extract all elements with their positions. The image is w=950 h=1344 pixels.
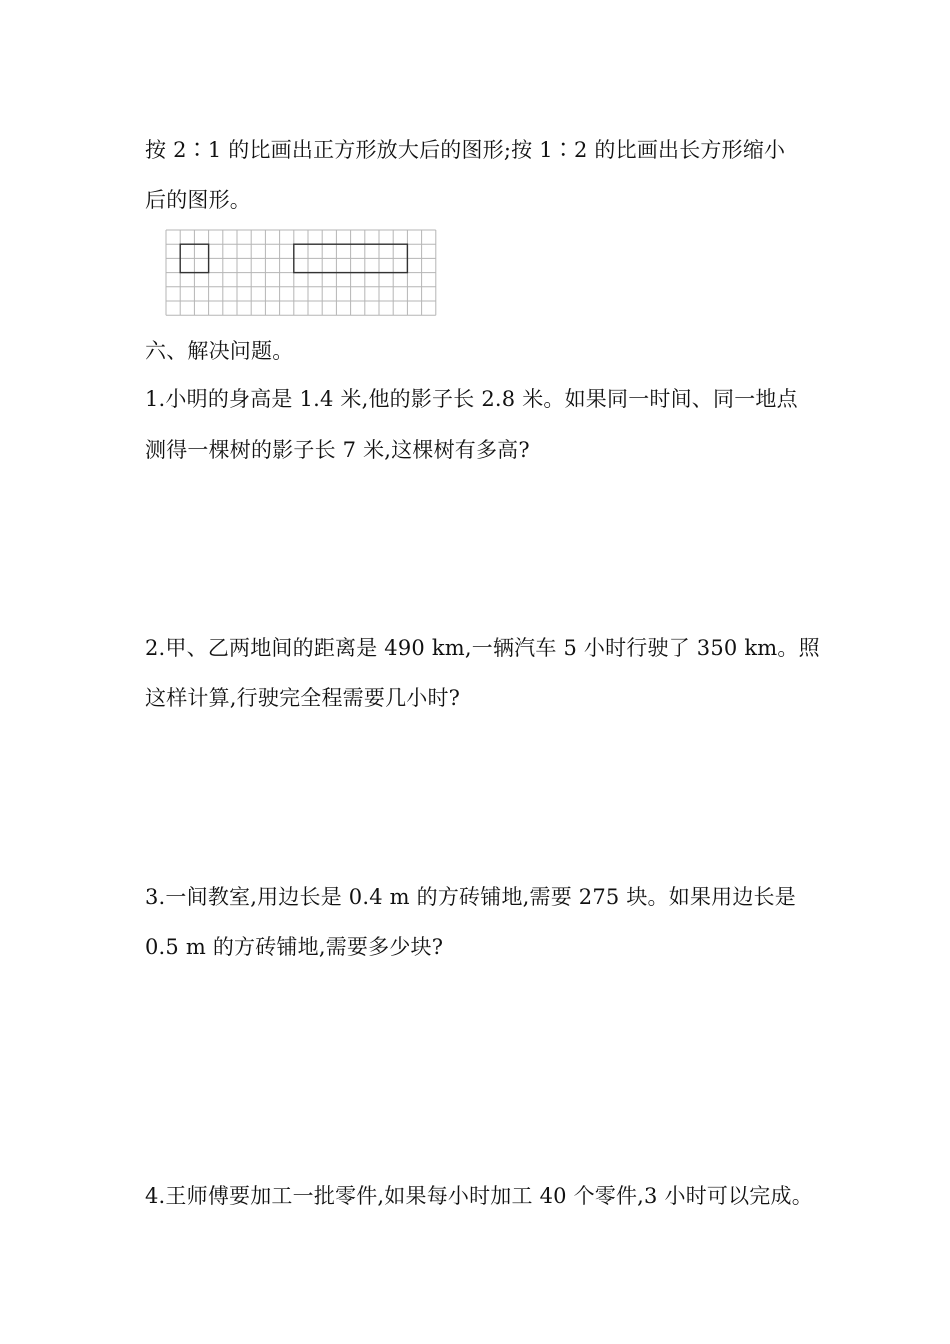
drawing-grid [165,229,437,317]
question-1-line-2: 测得一棵树的影子长 7 米,这棵树有多高? [145,438,530,462]
question-1-line-1: 1.小明的身高是 1.4 米,他的影子长 2.8 米。如果同一时间、同一地点 [145,387,798,411]
instruction-line-2: 后的图形。 [145,188,251,212]
question-4-line-1: 4.王师傅要加工一批零件,如果每小时加工 40 个零件,3 小时可以完成。 [145,1184,813,1208]
question-3-line-2: 0.5 m 的方砖铺地,需要多少块? [145,935,444,959]
question-3-line-1: 3.一间教室,用边长是 0.4 m 的方砖铺地,需要 275 块。如果用边长是 [145,885,796,909]
question-2-line-1: 2.甲、乙两地间的距离是 490 km,一辆汽车 5 小时行驶了 350 km。照 [145,636,820,660]
question-2-line-2: 这样计算,行驶完全程需要几小时? [145,686,461,710]
instruction-line-1: 按 2∶1 的比画出正方形放大后的图形;按 1∶2 的比画出长方形缩小 [145,138,786,162]
section-title: 六、解决问题。 [145,339,294,363]
